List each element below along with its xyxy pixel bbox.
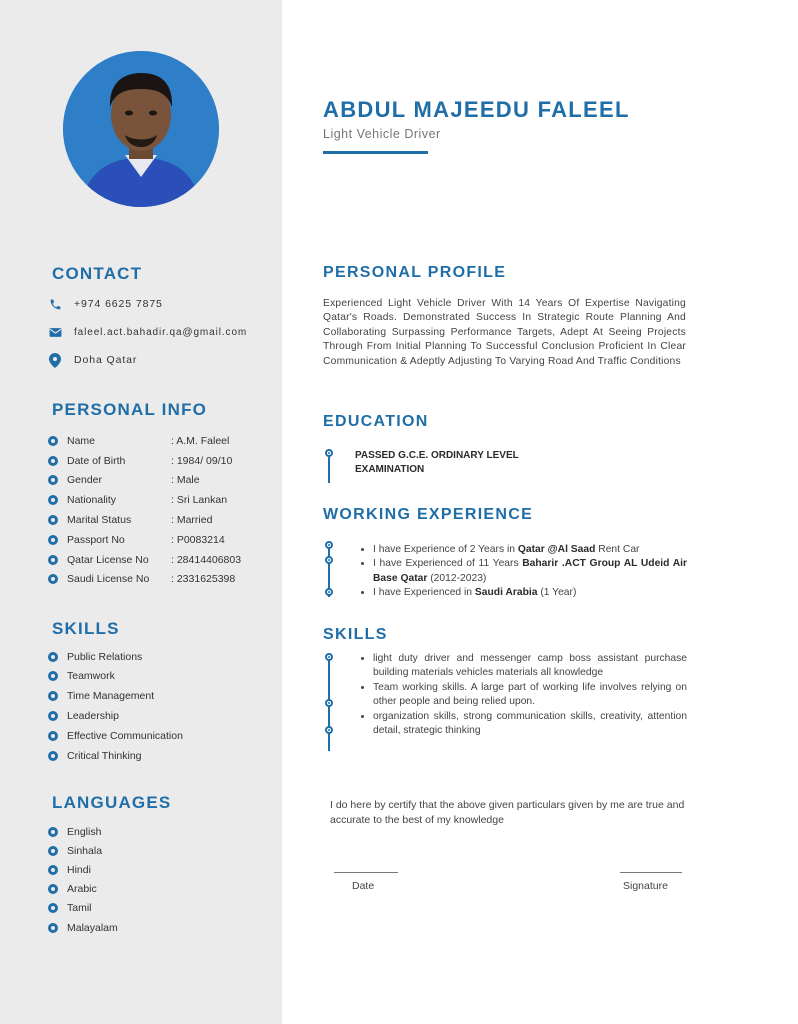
bullet-icon [48, 671, 58, 681]
skill-label: Time Management [67, 690, 155, 702]
education-line-1: PASSED G.C.E. ORDINARY LEVEL [355, 450, 519, 461]
side-skills-heading: SKILLS [52, 619, 120, 638]
signature-line [620, 872, 682, 873]
name-underline [323, 151, 428, 154]
info-value: : 1984/ 09/10 [171, 455, 233, 467]
skill-label: Critical Thinking [67, 750, 142, 762]
bullet-icon [48, 884, 58, 894]
personal-info-heading: PERSONAL INFO [52, 400, 208, 419]
experience-timeline [325, 541, 333, 601]
date-line [334, 872, 398, 873]
bullet-icon [48, 731, 58, 741]
info-label: Nationality [67, 494, 117, 506]
bullet-icon [48, 827, 58, 837]
signature-label: Signature [623, 880, 668, 892]
info-row [48, 554, 241, 566]
phone-text[interactable]: +974 6625 7875 [74, 298, 163, 310]
bullet-icon [48, 495, 58, 505]
skill-description: • Team working skills. A large part of working life involves relying on other people and being relied upon. [373, 681, 687, 710]
skill-item [48, 651, 142, 663]
experience-item: • I have Experienced in Saudi Arabia (1 Year) [373, 586, 687, 600]
info-value: : Married [171, 514, 213, 526]
info-label: Name [67, 435, 96, 447]
skill-label: Effective Communication [67, 730, 183, 742]
bullet-icon [48, 691, 58, 701]
info-value: : Sri Lankan [171, 494, 228, 506]
experience-item: • I have Experienced of 11 Years Baharir .ACT Group AL Udeid Air Base Qatar (2012-2023) [373, 557, 687, 586]
bullet-icon [48, 903, 58, 913]
info-label: Marital Status [67, 514, 132, 526]
info-row [48, 455, 232, 467]
location-pin-icon [48, 353, 62, 367]
info-label: Saudi License No [67, 573, 150, 585]
skill-description: • light duty driver and messenger camp boss assistant purchase building materials vehicles materials all knowledge [373, 652, 687, 681]
language-item [48, 845, 102, 857]
skill-description: • organization skills, strong communication skills, creativity, attention detail, strategic thinking [373, 710, 687, 739]
education-timeline [325, 449, 333, 483]
phone-icon [48, 297, 62, 311]
education-line-2: EXAMINATION [355, 464, 425, 475]
contact-location [48, 353, 137, 367]
education-entry [355, 449, 519, 477]
contact-email [48, 325, 247, 339]
info-value: : 2331625398 [171, 573, 236, 585]
language-item [48, 864, 91, 876]
contact-heading: CONTACT [52, 264, 143, 283]
timeline-node-icon [325, 449, 333, 457]
main-skills-heading: SKILLS [323, 626, 388, 643]
timeline-node-icon [325, 541, 333, 549]
bullet-icon [48, 652, 58, 662]
skill-item [48, 670, 115, 682]
bullet-icon [48, 436, 58, 446]
skill-label: Teamwork [67, 670, 115, 682]
bullet-icon [48, 923, 58, 933]
skills-list [355, 652, 687, 738]
timeline-node-icon [325, 556, 333, 564]
skills-timeline [325, 653, 333, 751]
bullet-icon [48, 535, 58, 545]
language-label: Hindi [67, 864, 91, 876]
candidate-name: ABDUL MAJEEDU FALEEL [323, 97, 630, 122]
timeline-node-icon [325, 699, 333, 707]
declaration-text: I do here by certify that the above given particulars given by me are true and accurate to the best of my knowledge [330, 799, 685, 826]
experience-list [355, 543, 687, 601]
skill-item [48, 730, 183, 742]
info-row [48, 435, 229, 447]
info-row [48, 534, 225, 546]
info-row [48, 514, 212, 526]
bullet-icon [48, 515, 58, 525]
bullet-icon [48, 475, 58, 485]
language-item [48, 883, 97, 895]
profile-heading: PERSONAL PROFILE [323, 264, 507, 281]
language-item [48, 902, 92, 914]
profile-photo-image [63, 51, 219, 207]
education-heading: EDUCATION [323, 413, 429, 430]
info-row [48, 494, 227, 506]
bullet-icon [48, 846, 58, 856]
timeline-stem [328, 457, 330, 483]
language-label: Sinhala [67, 845, 103, 857]
info-label: Gender [67, 474, 103, 486]
timeline-node-icon [325, 726, 333, 734]
language-item [48, 922, 118, 934]
experience-item: • I have Experience of 2 Years in Qatar @Al Saad Rent Car [373, 543, 687, 557]
bullet-icon [48, 456, 58, 466]
info-row [48, 474, 200, 486]
info-value: : Male [171, 474, 200, 486]
skill-label: Leadership [67, 710, 119, 722]
language-label: Malayalam [67, 922, 118, 934]
skill-item [48, 710, 119, 722]
language-label: Tamil [67, 902, 92, 914]
bullet-icon [48, 711, 58, 721]
skill-item [48, 690, 154, 702]
info-label: Date of Birth [67, 455, 126, 467]
date-label: Date [352, 880, 375, 892]
languages-heading: LANGUAGES [52, 793, 172, 812]
skill-item [48, 750, 142, 762]
bullet-icon [48, 751, 58, 761]
info-label: Qatar License No [67, 554, 149, 566]
language-item [48, 826, 101, 838]
bullet-icon [48, 574, 58, 584]
info-value: : P0083214 [171, 534, 225, 546]
skill-label: Public Relations [67, 651, 143, 663]
contact-phone [48, 297, 163, 311]
email-icon [48, 325, 62, 339]
info-label: Passport No [67, 534, 125, 546]
bullet-icon [48, 865, 58, 875]
profile-photo [63, 51, 219, 207]
timeline-node-icon [325, 588, 333, 596]
timeline-node-icon [325, 653, 333, 661]
candidate-role: Light Vehicle Driver [323, 127, 441, 141]
info-value: : A.M. Faleel [171, 435, 230, 447]
info-row [48, 573, 235, 585]
bullet-icon [48, 555, 58, 565]
location-text: Doha Qatar [74, 354, 138, 366]
experience-heading: WORKING EXPERIENCE [323, 506, 534, 523]
profile-text: Experienced Light Vehicle Driver With 14 Years Of Expertise Navigating Qatar's Roads. Demonstrated Success In Strategic Route Planning And Collaborating Surpassing Performance Targets, Adept At Seeing Projects Through From Initial Planning To Successful Conclusion Proficient In Clear Communication & Adeptly Adjusting To Varying Road And Traffic Conditions [323, 298, 686, 367]
language-label: English [67, 826, 102, 838]
info-value: : 28414406803 [171, 554, 242, 566]
language-label: Arabic [67, 883, 97, 895]
email-text[interactable]: faleel.act.bahadir.qa@gmail.com [74, 326, 248, 338]
